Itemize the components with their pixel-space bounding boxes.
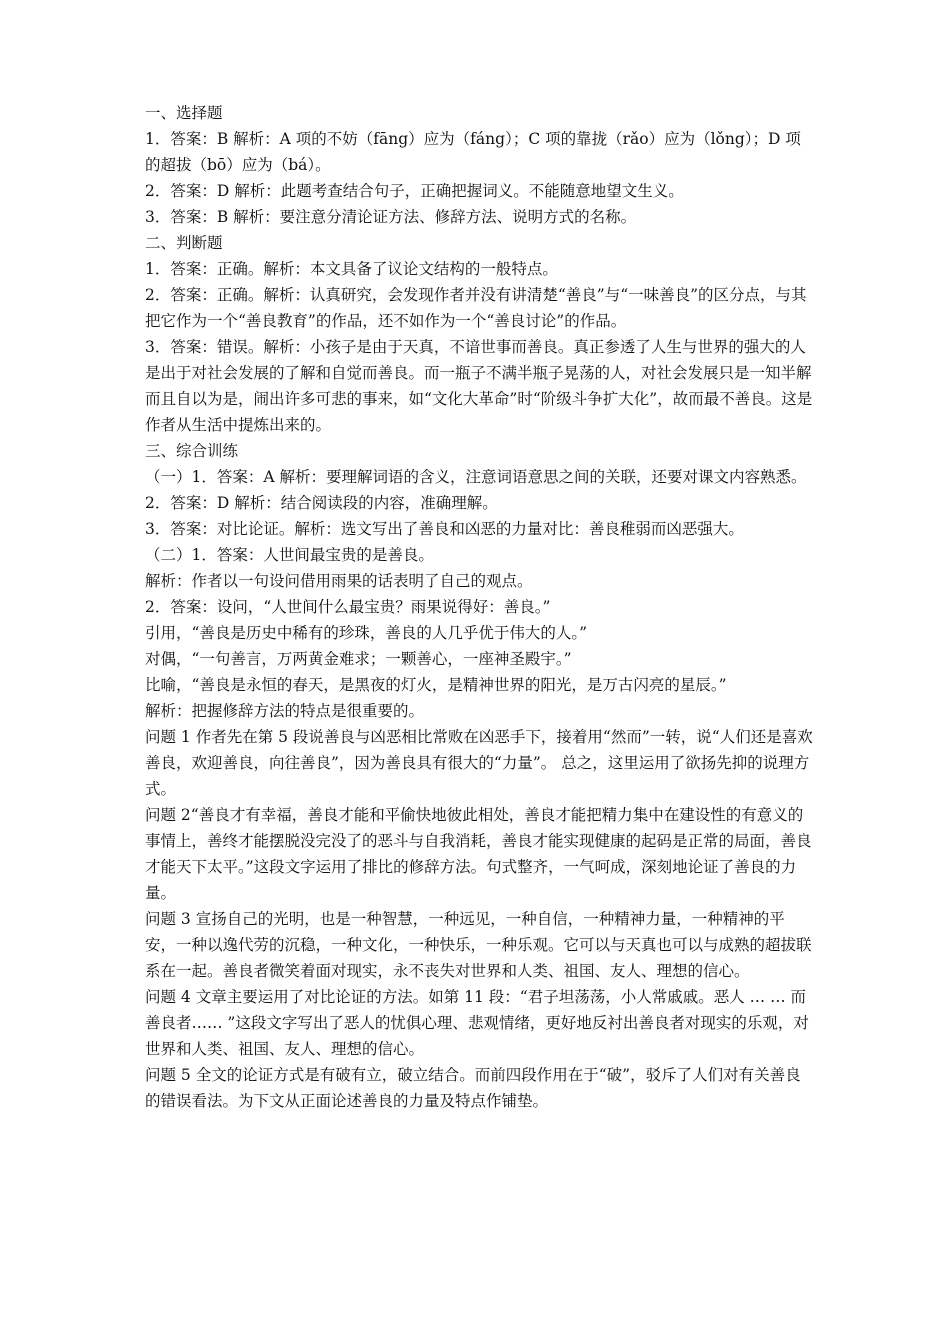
answer-item: 解析：作者以一句设问借用雨果的话表明了自己的观点。: [145, 572, 533, 590]
answer-item: 3．答案：对比论证。解析：选文写出了善良和凶恶的力量对比：善良稚弱而凶恶强大。: [145, 520, 744, 538]
answer-item: （二）1．答案：人世间最宝贵的是善良。: [145, 546, 434, 564]
answer-item: （一）1．答案：A 解析：要理解词语的含义，注意词语意思之间的关联，还要对课文内容熟悉。: [145, 468, 807, 486]
section-heading-choice: 一、选择题: [145, 104, 223, 122]
answer-item: 2．答案：D 解析：结合阅读段的内容，准确理解。: [145, 494, 498, 512]
answer-item: 3．答案：错误。解析：小孩子是由于天真，不谙世事而善良。真正参透了人生与世界的强大的人是出于对社会发展的了解和自觉而善良。而一瓶子不满半瓶子晃荡的人，对社会发展只是一知半解而且自以为是，闹出许多可悲的事来，如“文化大革命”时“阶级斗争扩大化”，故而最不善良。这是作者从生活中提炼出来的。: [145, 338, 813, 434]
question-answer: 问题 2“善良才有幸福，善良才能和平偷快地彼此相处，善良才能把精力集中在建设性的有意义的事情上，善终才能摆脱没完没了的恶斗与自我消耗，善良才能实现健康的起码是正常的局面，善良才能天下太平。”这段文字运用了排比的修辞方法。句式整齐，一气呵成，深刻地论证了善良的力量。: [145, 806, 812, 902]
answer-item: 1．答案：B 解析：A 项的不妨（fāng）应为（fáng）；C 项的靠拢（rǎo）应为（lǒng）；D 项的超拔（bō）应为（bá）。: [145, 130, 801, 174]
section-heading-judgement: 二、判断题: [145, 234, 223, 252]
answer-item: 2．答案：D 解析：此题考查结合句子，正确把握词义。不能随意地望文生义。: [145, 182, 684, 200]
answer-item: 比喻，“善良是永恒的春天，是黑夜的灯火，是精神世界的阳光，是万古闪亮的星辰。”: [145, 676, 727, 694]
section-heading-comprehensive: 三、综合训练: [145, 442, 239, 460]
answer-item: 2．答案：正确。解析：认真研究，会发现作者并没有讲清楚“善良”与“一味善良”的区分点，与其把它作为一个“善良教育”的作品，还不如作为一个“善良讨论”的作品。: [145, 286, 807, 330]
question-answer: 问题 1 作者先在第 5 段说善良与凶恶相比常败在凶恶手下，接着用“然而”一转，说“人们还是喜欢善良，欢迎善良，向往善良”，因为善良具有很大的“力量”。 总之，这里运用了欲扬先抑的说理方式。: [145, 728, 813, 798]
answer-item: 对偶，“一句善言，万两黄金难求；一颗善心，一座神圣殿宇。”: [145, 650, 572, 668]
question-answer: 问题 5 全文的论证方式是有破有立，破立结合。而前四段作用在于“破”，驳斥了人们对有关善良的错误看法。为下文从正面论述善良的力量及特点作铺垫。: [145, 1066, 801, 1110]
answer-item: 1．答案：正确。解析：本文具备了议论文结构的一般特点。: [145, 260, 558, 278]
answer-item: 解析：把握修辞方法的特点是很重要的。: [145, 702, 425, 720]
question-answer: 问题 4 文章主要运用了对比论证的方法。如第 11 段：“君子坦荡荡，小人常戚戚。恶人 … … 而善良者…… ”这段文字写出了恶人的忧俱心理、悲观情绪，更好地反衬出善良者对现实的乐观，对世界和人类、祖国、友人、理想的信心。: [145, 988, 809, 1058]
answer-item: 2．答案：设问，“人世间什么最宝贵？雨果说得好：善良。”: [145, 598, 551, 616]
answer-item: 引用，“善良是历史中稀有的珍珠，善良的人几乎优于伟大的人。”: [145, 624, 588, 642]
answer-item: 3．答案：B 解析：要注意分清论证方法、修辞方法、说明方式的名称。: [145, 208, 637, 226]
answer-document: [145, 100, 815, 1114]
question-answer: 问题 3 宣扬自己的光明，也是一种智慧，一种远见，一种自信，一种精神力量，一种精神的平安，一种以逸代劳的沉稳，一种文化，一种快乐，一种乐观。它可以与天真也可以与成熟的超拔联系在一起。善良者微笑着面对现实，永不丧失对世界和人类、祖国、友人、理想的信心。: [145, 910, 812, 980]
